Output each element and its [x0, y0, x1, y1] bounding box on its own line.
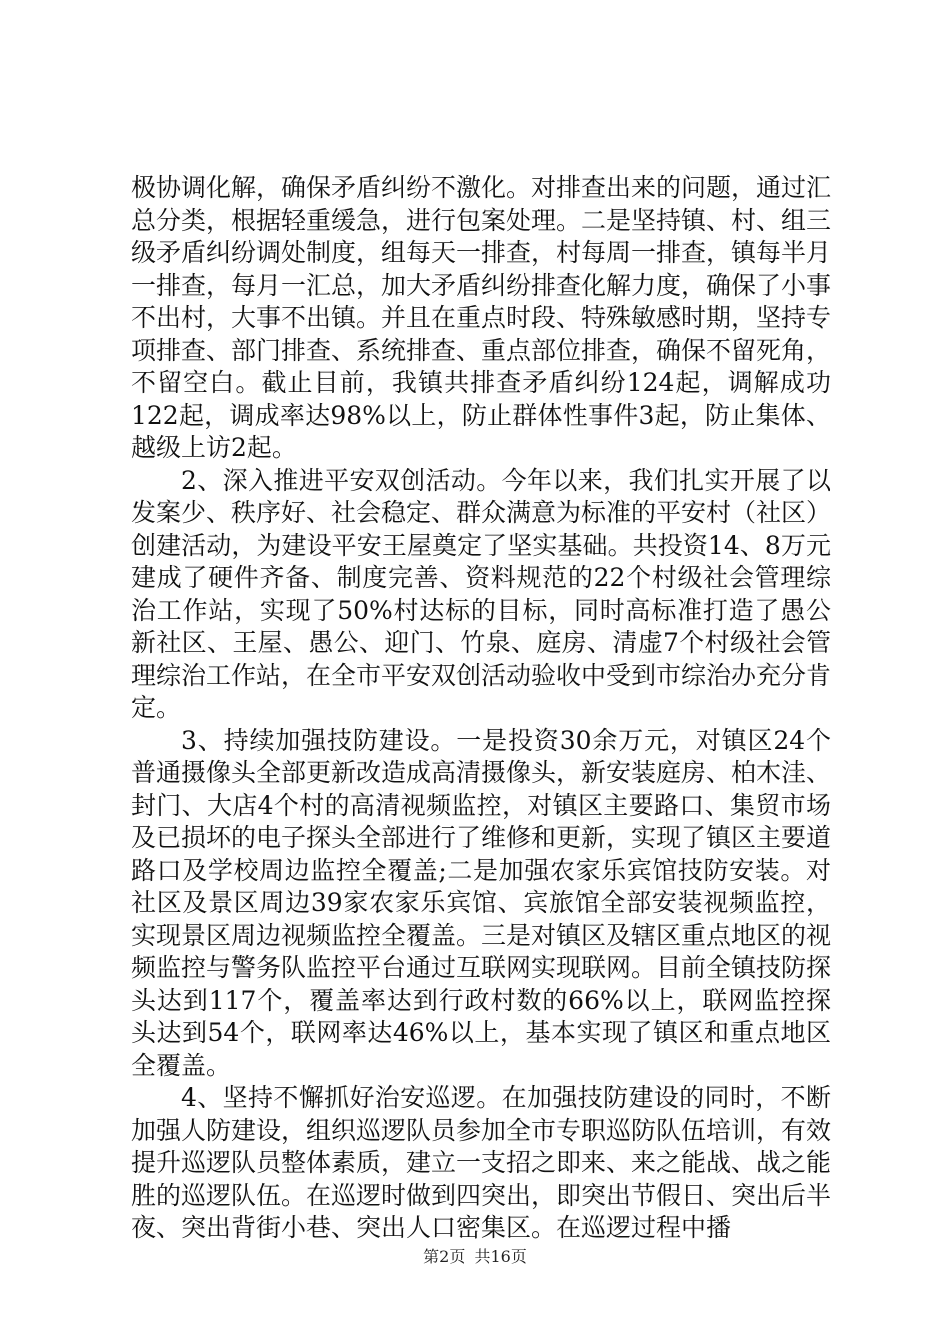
paragraph-3: 3、持续加强技防建设。一是投资30余万元，对镇区24个普通摄像头全部更新改造成高清摄像头，新安装庭房、柏木洼、封门、大店4个村的高清视频监控，对镇区主要路口、集贸市场及已损坏的电子探头全部进行了维修和更新，实现了镇区主要道路口及学校周边监控全覆盖;二是加强农家乐宾馆技防安装。对社区及景区周边39家农家乐宾馆、宾旅馆全部安装视频监控，实现景区周边视频监控全覆盖。三是对镇区及辖区重点地区的视频监控与警务队监控平台通过互联网实现联网。目前全镇技防探头达到117个，覆盖率达到行政村数的66%以上，联网监控探头达到54个，联网率达46%以上，基本实现了镇区和重点地区全覆盖。 — [131, 725, 832, 1080]
current-page-number: 第2页 — [423, 1247, 466, 1266]
paragraph-4: 4、坚持不懈抓好治安巡逻。在加强技防建设的同时，不断加强人防建设，组织巡逻队员参加全市专职巡防队伍培训，有效提升巡逻队员整体素质，建立一支招之即来、来之能战、战之能胜的巡逻队伍。在巡逻时做到四突出，即突出节假日、突出后半夜、突出背街小巷、突出人口密集区。在巡逻过程中播 — [131, 1083, 832, 1242]
paragraph-1: 极协调化解，确保矛盾纠纷不激化。对排查出来的问题，通过汇总分类，根据轻重缓急，进行包案处理。二是坚持镇、村、组三级矛盾纠纷调处制度，组每天一排查，村每周一排查，镇每半月一排查，每月一汇总，加大矛盾纠纷排查化解力度，确保了小事不出村，大事不出镇。并且在重点时段、特殊敏感时期，坚持专项排查、部门排查、系统排查、重点部位排查，确保不留死角，不留空白。截止目前，我镇共排查矛盾纠纷124起，调解成功122起，调成率达98%以上，防止群体性事件3起，防止集体、越级上访2起。 — [131, 173, 832, 462]
document-body — [131, 172, 831, 1245]
total-page-count: 共16页 — [474, 1247, 527, 1266]
page-footer — [0, 1244, 950, 1267]
paragraph-2: 2、深入推进平安双创活动。今年以来，我们扎实开展了以发案少、秩序好、社会稳定、群众满意为标准的平安村（社区）创建活动，为建设平安王屋奠定了坚实基础。共投资14、8万元建成了硬件齐备、制度完善、资料规范的22个村级社会管理综治工作站，实现了50%村达标的目标，同时高标准打造了愚公新社区、王屋、愚公、迎门、竹泉、庭房、清虚7个村级社会管理综治工作站，在全市平安双创活动验收中受到市综治办充分肯定。 — [131, 465, 832, 722]
